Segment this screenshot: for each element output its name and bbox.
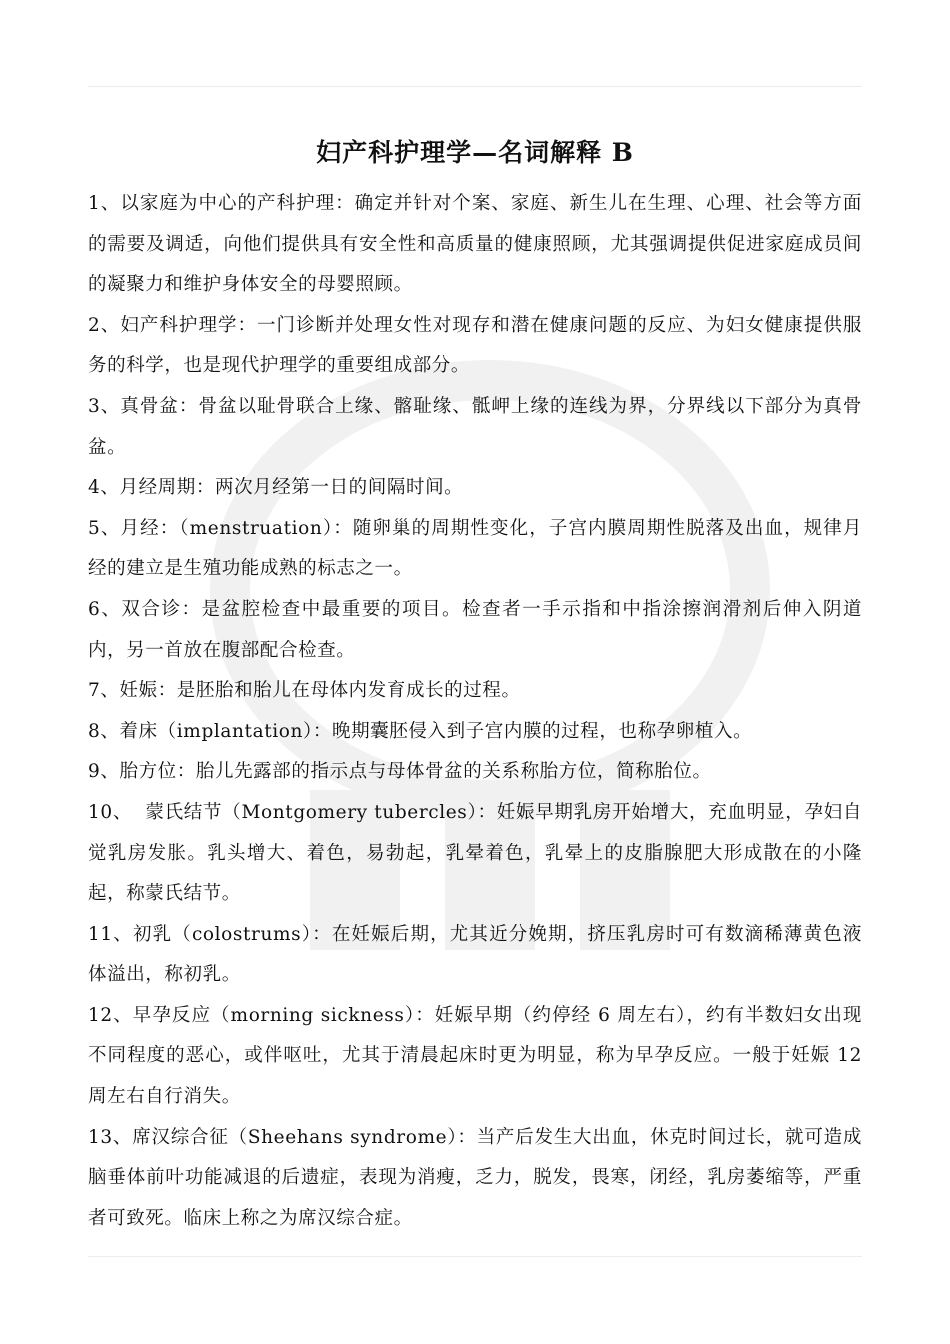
item-number: 1、 — [88, 193, 121, 214]
item-text: 着床（implantation）：晚期囊胚侵入到子宫内膜的过程，也称孕卵植入。 — [119, 720, 753, 742]
item-text: 妊娠：是胚胎和胎儿在母体内发育成长的过程。 — [119, 680, 521, 702]
item-text: 初乳（colostrums）：在妊娠后期，尤其近分娩期，挤压乳房时可有数滴稀薄黄色液体溢出，称初乳。 — [88, 923, 863, 986]
item-number: 7、 — [88, 680, 120, 702]
item-text: 妇产科护理学：一门诊断并处理女性对现存和潜在健康问题的反应、为妇女健康提供服务的科学，也是现代护理学的重要组成部分。 — [88, 314, 862, 377]
item-text: 真骨盆：骨盆以耻骨联合上缘、髂耻缘、骶岬上缘的连线为界，分界线以下部分为真骨盆。 — [88, 395, 862, 458]
bottom-divider — [88, 1256, 862, 1257]
document-title: 妇产科护理学—名词解释 B — [316, 137, 634, 167]
item-text: 双合诊：是盆腔检查中最重要的项目。检查者一手示指和中指涂擦润滑剂后伸入阴道内，另一首放在腹部配合检查。 — [88, 598, 862, 661]
definition-item — [88, 996, 862, 1118]
item-text: 月经周期：两次月经第一日的间隔时间。 — [119, 477, 464, 499]
item-text: 蒙氏结节（Montgomery tubercles）：妊娠早期乳房开始增大，充血明显，孕妇自觉乳房发胀。乳头增大、着色，易勃起，乳晕着色，乳晕上的皮脂腺肥大形成散在的小隆起，称蒙氏结节。 — [88, 801, 863, 905]
item-text: 月经：（menstruation）：随卵巢的周期性变化，子宫内膜周期性脱落及出血，规律月经的建立是生殖功能成熟的标志之一。 — [88, 517, 862, 580]
item-number: 4、 — [88, 477, 120, 499]
item-number: 13、 — [88, 1126, 133, 1148]
top-divider — [88, 86, 862, 87]
definition-item — [88, 387, 862, 468]
item-number: 9、 — [88, 761, 120, 783]
item-number: 11、 — [88, 923, 133, 945]
item-number: 12、 — [88, 1004, 133, 1026]
item-text: 以家庭为中心的产科护理：确定并针对个案、家庭、新生儿在生理、心理、社会等方面的需要及调适，向他们提供具有安全性和高质量的健康照顾，尤其强调提供促进家庭成员间的凝聚力和维护身体安全的母婴照顾。 — [88, 193, 862, 296]
definition-item — [88, 793, 862, 915]
definition-item — [88, 306, 862, 387]
item-number: 8、 — [88, 720, 120, 742]
item-number: 5、 — [88, 517, 121, 539]
item-number: 2、 — [88, 314, 121, 336]
definition-item — [88, 509, 862, 590]
item-number: 3、 — [88, 395, 121, 417]
definition-item — [88, 752, 862, 793]
definition-item — [88, 590, 862, 671]
item-number: 10、 — [88, 801, 133, 823]
definition-item — [88, 184, 862, 306]
definition-item — [88, 712, 862, 753]
item-number: 6、 — [88, 598, 122, 620]
definition-item — [88, 671, 862, 712]
item-text: 胎方位：胎儿先露部的指示点与母体骨盆的关系称胎方位，简称胎位。 — [119, 761, 712, 783]
item-text: 早孕反应（morning sickness）：妊娠早期（约停经 6 周左右），约有半数妇女出现不同程度的恶心，或伴呕吐，尤其于清晨起床时更为明显，称为早孕反应。一般于妊娠 12 周左右自行消失。 — [88, 1004, 863, 1108]
item-text: 席汉综合征（Sheehans syndrome）：当产后发生大出血，休克时间过长，就可造成脑垂体前叶功能减退的后遗症，表现为消瘦，乏力，脱发，畏寒，闭经，乳房萎缩等，严重者可致死。临床上称之为席汉综合症。 — [88, 1126, 862, 1229]
definition-item — [88, 915, 862, 996]
definition-list — [88, 184, 862, 1239]
definition-item — [88, 468, 862, 509]
definition-item — [88, 1118, 862, 1240]
